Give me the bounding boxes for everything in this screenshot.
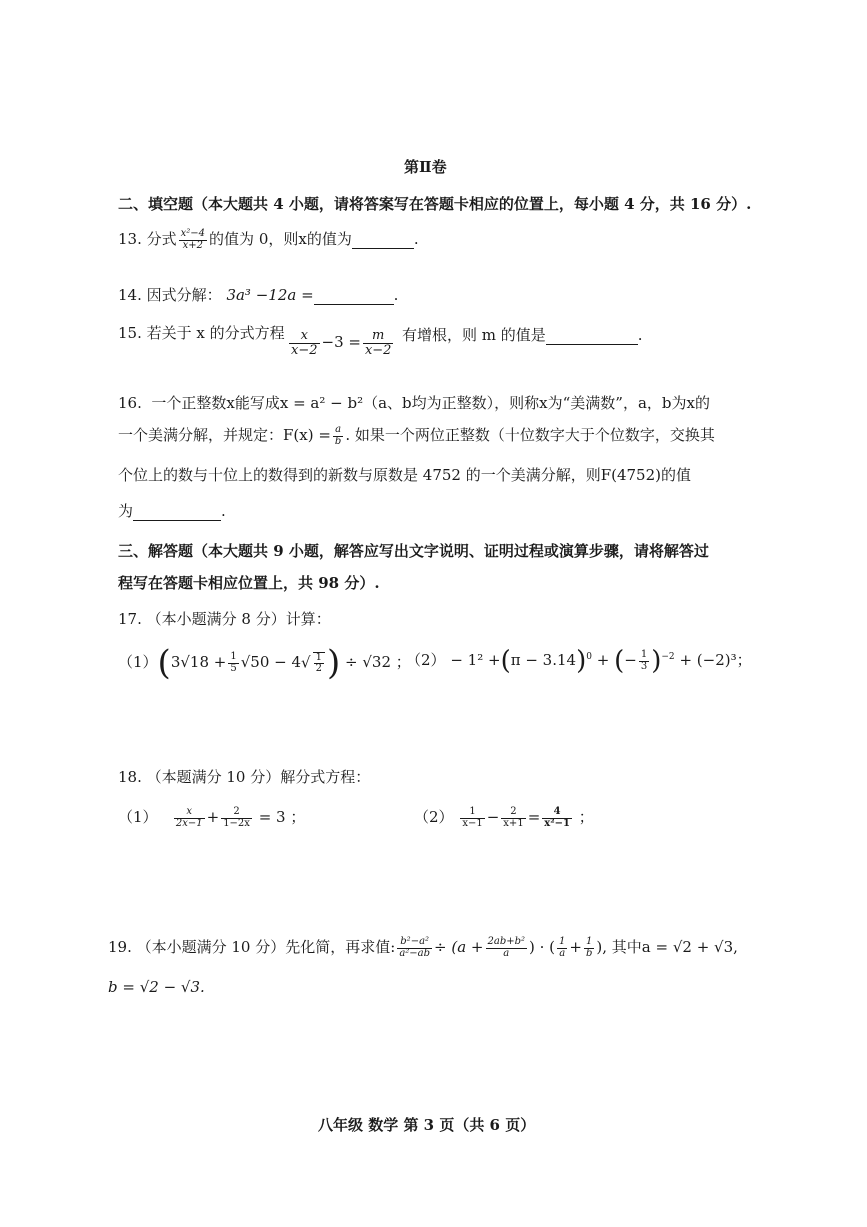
question-13: 13. 分式 $\frac{\text{x²−4}}{x+2}$ 的值为 0，则x的值为 . [118,228,419,251]
answer-blank-14 [314,286,394,305]
part3-heading-line2: 程写在答题卡相应位置上，共 98 分）. [118,574,380,592]
question-18-part2: （2） $\frac{1}{x-1}$ − $\frac{2}{x+1}$ = $\frac{4}{\text{x²−1}}$ ； [414,806,594,829]
part3-heading-line1: 三、解答题（本大题共 9 小题，解答应写出文字说明、证明过程或演算步骤，请将解答过 [118,542,709,560]
question-17-part1: （1）(3√18 + $\frac{1}{5}$ √50 − 4√ $\frac{1}{2}$ ) ÷ √32 ； [118,643,411,683]
answer-blank-13 [352,230,414,249]
question-17-header: 17. （本小题满分 8 分）计算： [118,610,331,628]
part2-heading: 二、填空题（本大题共 4 小题，请将答案写在答题卡相应的位置上，每小题 4 分，共 16 分）. [118,195,752,213]
question-16-line4: 为 . [118,502,226,520]
question-18-header: 18. （本题满分 10 分）解分式方程： [118,768,371,786]
answer-blank-16 [133,502,221,521]
q15-equation: $\frac{x}{x-2}$ −3 = $\frac{m}{x-2}$ [291,328,392,358]
question-15: 15. 若关于 x 的分式方程 [118,324,285,342]
section-title: 第Ⅱ卷 [404,158,447,176]
q13-fraction: $\frac{\text{x²−4}}{x+2}$ [180,228,206,251]
page-footer: 八年级 数学 第 3 页（共 6 页） [318,1116,536,1134]
question-19: 19. （本小题满分 10 分）先化简，再求值: $\frac{\text{b²−a²}}{\text{a²−ab}}$ ÷ (a + $\frac{\text{2ab+b²}}{a}$ ) · ( $\frac{1}{a}$ + $\frac{1}{b}$ ), 其中a = √2 + √3, [108,936,738,959]
q15-tail: 有增根，则 m 的值是 . [402,326,643,344]
question-17-part2: $(2) - 1^2 +(\pi - 3.14)^0$ + (− $\frac{1}{3}$ )$^{-2}$ + (−2)³； [406,646,752,676]
question-14: 14. 因式分解： 3a³ −12a = . [118,286,399,304]
question-16-line1: 16. 一个正整数x能写成x = a² − b²（a、b均为正整数），则称x为“美满数”，a，b为x的 [118,394,710,412]
question-16-line2: 一个美满分解，并规定：F(x) = $\frac{a}{b}$ . 如果一个两位正整数（十位数字大于个位数字，交换其 [118,424,715,447]
answer-blank-15 [546,326,638,345]
question-16-line3: 个位上的数与十位上的数得到的新数与原数是 4752 的一个美满分解，则F(4752)的值 [118,466,691,484]
question-19-line2: b = √2 − √3. [108,978,205,996]
question-18-part1: （1） $\frac{x}{2x-1}$ + $\frac{2}{1-2x}$ = 3 ； [118,806,306,829]
